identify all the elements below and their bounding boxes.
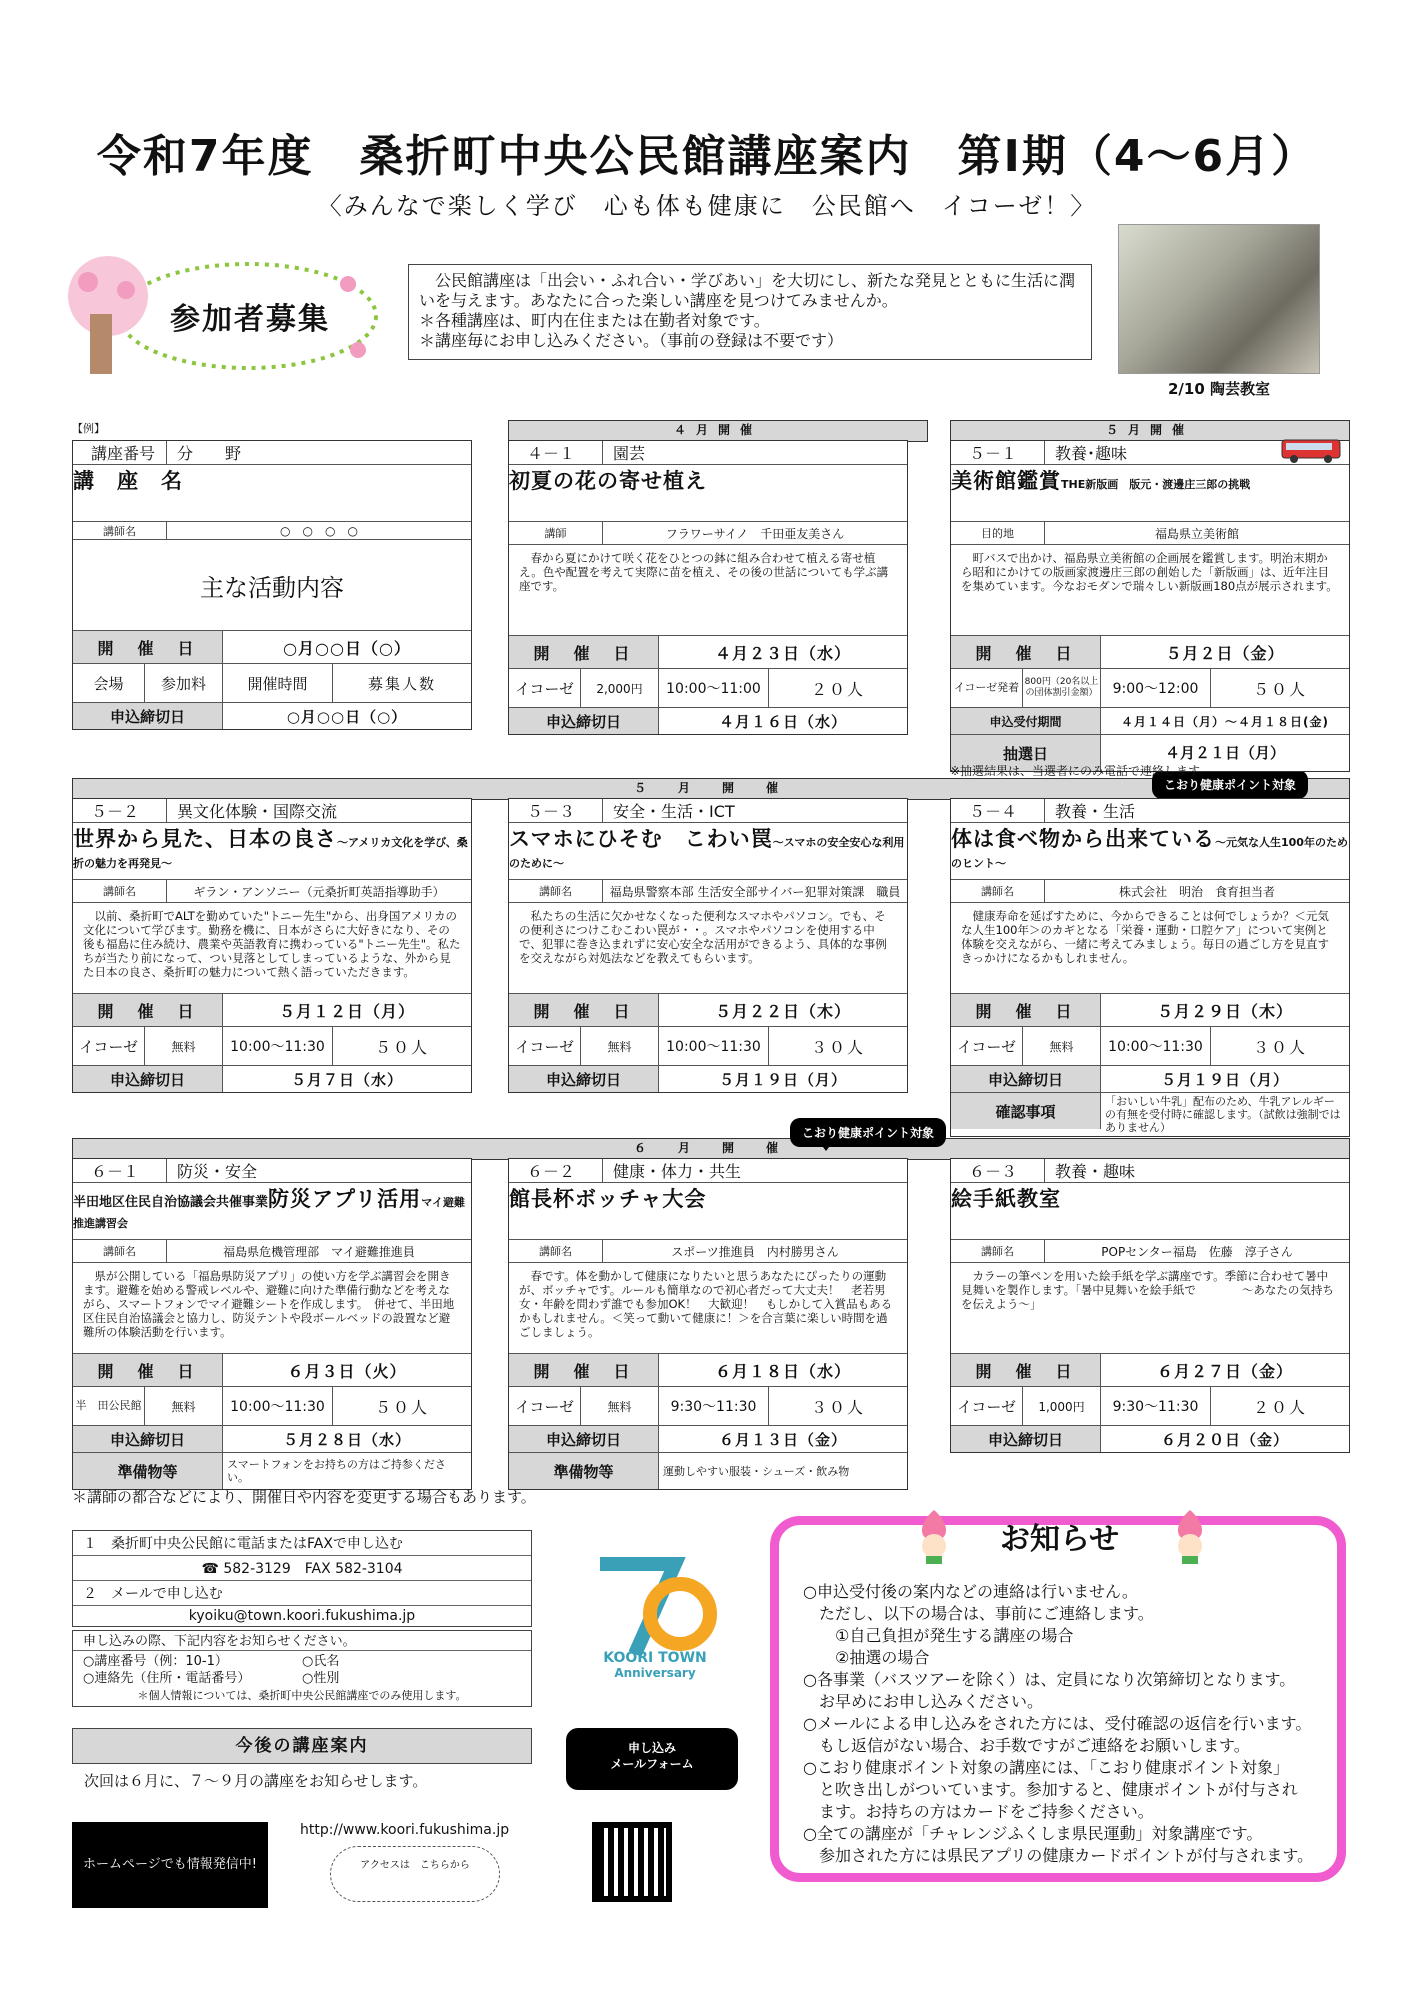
example-deadline: ○月○○日（○）: [286, 707, 408, 726]
qr-code-icon[interactable]: [592, 1822, 672, 1902]
course-card: [72, 798, 472, 1093]
request-header: 申し込みの際、下記内容をお知らせください。: [73, 1633, 531, 1651]
example-venue: 会場: [73, 664, 145, 702]
course-fee: 無料: [1023, 1027, 1101, 1065]
course-venue: イコーゼ: [509, 1027, 581, 1065]
course-date-label: 開 催 日: [73, 994, 223, 1026]
course-fee: 無料: [581, 1387, 659, 1425]
course-date-label: 開 催 日: [509, 994, 659, 1026]
course-deadline: ５月１９日（月）: [1160, 1070, 1289, 1089]
notice-line: ○申込受付後の案内などの連絡は行いません。: [803, 1582, 1138, 1601]
intro-line: ＊講座毎にお申し込みください。（事前の登録は不要です）: [419, 331, 844, 350]
course-extra: スマートフォンをお持ちの方はご持参ください。: [227, 1458, 446, 1484]
notice-line: ○こおり健康ポイント対象の講座には、「こおり健康ポイント対象」: [803, 1758, 1289, 1777]
bus-icon: [1280, 436, 1344, 464]
course-extra-label: 準備物等: [73, 1453, 223, 1489]
example-field-label: 分 野: [177, 444, 242, 463]
example-time: 開催時間: [223, 664, 333, 702]
course-field: 防災・安全: [177, 1162, 258, 1181]
course-deadline-label: 申込締切日: [73, 1066, 223, 1092]
course-card: [950, 440, 1350, 772]
health-point-bubble: こおり健康ポイント対象: [1152, 770, 1308, 799]
course-capacity: ３０人: [1252, 1037, 1307, 1057]
course-extra: ４月２１日（月）: [1164, 743, 1285, 762]
course-time: 10:00～11:30: [223, 1387, 333, 1425]
course-name-suffix: マイ避難推進講習会: [73, 1196, 465, 1230]
example-description: 主な活動内容: [200, 573, 344, 602]
course-extra-label: 準備物等: [509, 1453, 659, 1489]
course-date: ５月２２日（木）: [714, 1001, 851, 1021]
course-time: 10:00～11:30: [659, 1027, 769, 1065]
notice-line: もし返信がない場合、お手数ですがご連絡をお願いします。: [803, 1736, 1250, 1755]
notice-box: [770, 1516, 1346, 1882]
course-deadline-label: 申込締切日: [509, 1066, 659, 1092]
course-deadline: ４月１６日（水）: [718, 712, 847, 731]
request-box: [72, 1630, 532, 1707]
course-number: ５－４: [951, 799, 1045, 822]
course-date: ５月１２日（月）: [278, 1001, 415, 1021]
course-time: 10:00～11:30: [1101, 1027, 1211, 1065]
notice-line: 参加された方には県民アプリの健康カードポイントが付与されます。: [803, 1846, 1314, 1865]
notice-line: ○メールによる申し込みをされた方には、受付確認の返信を行います。: [803, 1714, 1312, 1733]
contact-email[interactable]: kyoiku@town.koori.fukushima.jp: [188, 1608, 416, 1624]
course-time: 9:30～11:30: [659, 1387, 769, 1425]
course-date-label: 開 催 日: [951, 994, 1101, 1026]
course-description: 町バスで出かけ、福島県立美術館の企画展を鑑賞します。明治末期から昭和にかけての版画家渡邊庄三郎の創始した「新版画」は、近年注目を集めています。今なおモダンで瑞々しい新版画180点が展示されます。: [961, 551, 1338, 593]
example-date: ○月○○日（○）: [283, 638, 411, 658]
notice-line: ①自己負担が発生する講座の場合: [803, 1626, 1074, 1645]
course-card: [508, 440, 908, 735]
course-number: ６－２: [509, 1159, 603, 1182]
intro-line: 公民館講座は「出会い・ふれ合い・学びあい」を大切にし、新たな発見とともに生活に潤いを与えます。あなたに合った楽しい講座を見つけてみませんか。: [419, 271, 1076, 310]
course-lecturer-label: 講師名: [73, 1240, 167, 1262]
course-field: 教養・趣味: [1055, 1162, 1136, 1181]
contact-phone-number: ☎ 582-3129 FAX 582-3104: [73, 1556, 531, 1581]
course-lecturer: スポーツ推進員 内村勝男さん: [671, 1244, 839, 1259]
course-field: 健康・体力・共生: [613, 1162, 742, 1181]
course-capacity: ２０人: [1252, 1397, 1307, 1417]
course-number: ６－１: [73, 1159, 167, 1182]
example-card: [72, 440, 472, 730]
form-bubble-line: 申し込み: [627, 1741, 676, 1755]
peach-mascot-icon: [912, 1508, 956, 1564]
course-lecturer: 福島県警察本部 生活安全部サイバー犯罪対策課 職員: [609, 884, 901, 899]
course-description: 春です。体を動かして健康になりたいと思うあなたにぴったりの運動が、ボッチャです。ルールも簡単なので初心者だって大丈夫！ 老若男女・年齢を問わず誰でも参加OK！ 大歓迎！ もしかして入賞品もあるかもしれません。＜笑って動いて健康に！＞を合言葉に楽しい時間を過ごしましょう。: [519, 1269, 893, 1339]
course-extra: 運動しやすい服装・シューズ・飲み物: [663, 1464, 850, 1478]
course-date-label: 開 催 日: [509, 636, 659, 668]
course-lecturer: 福島県立美術館: [1154, 526, 1239, 541]
course-venue: イコーゼ: [951, 1027, 1023, 1065]
access-cloud: アクセスは こちらから: [330, 1846, 500, 1902]
course-date-label: 開 催 日: [951, 636, 1101, 668]
course-deadline-label: 申込締切日: [951, 1426, 1101, 1452]
privacy-note: ＊個人情報については、桑折町中央公民館講座でのみ使用します。: [137, 1689, 467, 1702]
course-time: 9:00～12:00: [1101, 669, 1211, 707]
course-time: 9:30～11:30: [1101, 1387, 1211, 1425]
example-tag: 【例】: [72, 422, 105, 435]
course-lecturer-label: 講師名: [951, 880, 1045, 902]
course-pre: 半田地区住民自治協議会共催事業: [73, 1195, 269, 1210]
course-lecturer: ギラン・アンソニー（元桑折町英語指導助手）: [193, 884, 445, 899]
course-fee: 1,000円: [1023, 1387, 1101, 1425]
form-bubble-line: メールフォーム: [610, 1757, 694, 1771]
course-number: ５－１: [951, 441, 1045, 464]
course-number: ５－２: [73, 799, 167, 822]
notice-title: お知らせ: [1000, 1522, 1120, 1557]
course-extra-label: 抽選日: [951, 735, 1101, 771]
course-lecturer-label: 講師名: [951, 1240, 1045, 1262]
course-fee: 800円（20名以上の団体割引金額）: [1023, 669, 1101, 707]
notice-line: ②抽選の場合: [803, 1648, 930, 1667]
course-deadline-label: 申込受付期間: [951, 708, 1101, 734]
course-deadline: ５月７日（水）: [290, 1070, 403, 1089]
course-capacity: ３０人: [810, 1397, 865, 1417]
course-date-label: 開 催 日: [73, 1354, 223, 1386]
course-field: 異文化体験・国際交流: [177, 802, 338, 821]
course-capacity: ２０人: [810, 679, 865, 699]
contact-phone-line: １ 桑折町中央公民館に電話またはFAXで申し込む: [73, 1531, 531, 1556]
notice-line: ます。お持ちの方はカードをご持参ください。: [803, 1802, 1154, 1821]
course-description: 以前、桑折町でALTを勤めていた"トニー先生"から、出身国アメリカの文化について学びます。勤務を機に、日本がさらに大好きになり、その後も福島に住み続け、農業や英語教育に携わっている"トニー先生"。私たちが当たり前になって、つい見落としてしまっているような、外から見た日本の良さ、桑折町の魅力について熱く語っていただきます。: [83, 909, 461, 979]
example-lecturer: ○ ○ ○ ○: [280, 524, 358, 538]
course-date-label: 開 催 日: [951, 1354, 1101, 1386]
course-lecturer: 株式会社 明治 食育担当者: [1118, 884, 1275, 899]
course-field: 教養･趣味: [1055, 444, 1128, 463]
course-deadline: ５月１９日（月）: [718, 1070, 847, 1089]
course-capacity: ５０人: [374, 1037, 429, 1057]
course-time: 10:00～11:00: [659, 669, 769, 707]
logo-text: KOORI TOWN: [603, 1650, 707, 1666]
course-lecturer-label: 目的地: [951, 522, 1045, 544]
course-fee: 無料: [145, 1027, 223, 1065]
course-date: ６月１８日（水）: [714, 1361, 851, 1381]
course-description: 春から夏にかけて咲く花をひとつの鉢に組み合わせて植える寄せ植え。色や配置を考えて実際に苗を植え、その後の世話についても学ぶ講座です。: [519, 551, 889, 593]
may-band: ５月開催: [950, 420, 1350, 442]
course-name: 世界から見た、日本の良さ: [73, 827, 337, 851]
course-number: ４－１: [509, 441, 603, 464]
intro-line: ＊各種講座は、町内在住または在勤者対象です。: [419, 311, 770, 330]
june-band: ６ 月 開 催: [72, 1138, 1350, 1160]
course-description: 私たちの生活に欠かせなくなった便利なスマホやパソコン。でも、その便利さにつけこむこわい罠が・・。スマホやパソコンを使用する中で、犯罪に巻き込まれずに安心安全な活用ができるよう、具体的な事例を交えながら対処法などを教えてもらいます。: [519, 909, 887, 965]
course-card: [72, 1158, 472, 1490]
course-subtitle: ～スマホの安全安心な利用のために～: [509, 836, 905, 870]
course-date-label: 開 催 日: [509, 1354, 659, 1386]
course-deadline: ５月２８日（水）: [282, 1430, 411, 1449]
course-field: 園芸: [613, 444, 646, 463]
course-name: 初夏の花の寄せ植え: [509, 469, 707, 493]
course-name: 絵手紙教室: [951, 1187, 1061, 1211]
example-capacity: 募集人数: [367, 674, 436, 693]
notice-line: ○各事業（バスツアーを除く）は、定員になり次第締切となります。: [803, 1670, 1296, 1689]
future-courses-header: 今後の講座案内: [72, 1728, 532, 1764]
course-date: ５月２９日（木）: [1156, 1001, 1293, 1021]
course-venue: イコーゼ: [951, 1387, 1023, 1425]
future-courses-text: 次回は６月に、７～９月の講座をお知らせします。: [84, 1772, 428, 1790]
example-num-label: 講座番号: [73, 441, 167, 464]
course-description: 県が公開している「福島県防災アプリ」の使い方を学ぶ講習会を開きます。避難を始める警戒レベルや、避難に向けた準備行動などを考えながら、スマートフォンでマイ避難シートを作成します。 併せて、半田地区住民自治協議会と協力し、防災テントや段ボールベッドの設置など避難所の体験活動を行います。: [83, 1269, 455, 1339]
course-lecturer-label: 講師: [509, 522, 603, 544]
peach-mascot-icon: [1168, 1508, 1212, 1564]
example-deadline-label: 申込締切日: [73, 703, 223, 729]
change-note: ＊講師の都合などにより、開催日や内容を変更する場合もあります。: [72, 1488, 536, 1506]
course-venue: イコーゼ: [509, 1387, 581, 1425]
course-venue: イコーゼ: [509, 669, 581, 707]
course-lecturer: フラワーサイノ 千田亜友美さん: [665, 526, 845, 541]
course-fee: 無料: [145, 1387, 223, 1425]
homepage-url[interactable]: http://www.koori.fukushima.jp: [300, 1822, 510, 1838]
course-number: ５－３: [509, 799, 603, 822]
course-subtitle: ～アメリカ文化を学び、桑折の魅力を再発見～: [73, 836, 468, 870]
course-capacity: ５０人: [374, 1397, 429, 1417]
recruit-label: 参加者募集: [170, 302, 330, 337]
course-deadline-label: 申込締切日: [951, 1066, 1101, 1092]
request-item: ○性別: [302, 1671, 340, 1686]
course-card: [950, 1158, 1350, 1453]
course-capacity: ５０人: [1252, 679, 1307, 699]
course-name: 防災アプリ活用: [268, 1187, 422, 1211]
course-name: 体は食べ物から出来ている: [951, 827, 1215, 851]
course-subtitle: THE新版画 版元・渡邊庄三郎の挑戦: [1061, 478, 1251, 491]
course-name: 館長杯ボッチャ大会: [509, 1187, 707, 1211]
request-item: ○講座番号（例：10-1）: [83, 1654, 228, 1669]
course-date: ４月２３日（水）: [714, 643, 851, 663]
mail-form-bubble: [566, 1728, 738, 1790]
pottery-class-photo: [1118, 224, 1320, 374]
course-lecturer-label: 講師名: [509, 880, 603, 902]
example-lecturer-label: 講師名: [73, 522, 167, 539]
course-card: [508, 1158, 908, 1490]
recruit-badge: [58, 254, 378, 376]
course-deadline-label: 申込締切日: [509, 1426, 659, 1452]
course-deadline: ６月１３日（金）: [718, 1430, 847, 1449]
course-deadline: ６月２０日（金）: [1160, 1430, 1289, 1449]
course-lecturer: POPセンター福島 佐藤 淳子さん: [1101, 1244, 1293, 1259]
logo-subtext: Anniversary: [614, 1666, 696, 1680]
health-point-bubble: こおり健康ポイント対象: [790, 1118, 946, 1147]
course-time: 10:00～11:30: [223, 1027, 333, 1065]
photo-caption: 2/10 陶芸教室: [1167, 380, 1270, 398]
course-field: 安全・生活・ICT: [613, 802, 735, 821]
example-date-label: 開 催 日: [73, 631, 223, 663]
course-deadline: ４月１４日（月）～４月１８日(金): [1121, 714, 1329, 729]
course-lecturer-label: 講師名: [73, 880, 167, 902]
course-card: [508, 798, 908, 1093]
page-title: 令和7年度 桑折町中央公民館講座案内 第Ⅰ期（4～6月）: [96, 131, 1318, 182]
notice-line: ただし、以下の場合は、事前にご連絡します。: [803, 1604, 1154, 1623]
course-extra: 「おいしい牛乳」配布のため、牛乳アレルギーの有無を受付時に確認します。（試飲は強制ではありません）: [1105, 1095, 1341, 1134]
page-subtitle: 〈みんなで楽しく学び 心も体も健康に 公民館へ イコーゼ！〉: [317, 192, 1097, 220]
course-deadline-label: 申込締切日: [73, 1426, 223, 1452]
course-lecturer-label: 講師名: [509, 1240, 603, 1262]
course-capacity: ３０人: [810, 1037, 865, 1057]
notice-line: ○全ての講座が「チャレンジふくしま県民運動」対象講座です。: [803, 1824, 1263, 1843]
course-field: 教養・生活: [1055, 802, 1136, 821]
course-description: 健康寿命を延ばすために、今からできることは何でしょうか？＜元気な人生100年＞のカギとなる「栄養・運動・口腔ケア」について実例と体験を交えながら、一緒に考えてみましょう。毎日の過ごし方を見直すきっかけになるかもしれません。: [961, 909, 1329, 965]
intro-box: [408, 264, 1092, 360]
course-name: スマホにひそむ こわい罠: [509, 827, 773, 851]
course-venue: 半 田公民館: [73, 1387, 145, 1425]
course-fee: 2,000円: [581, 669, 659, 707]
course-lecturer: 福島県危機管理部 マイ避難推進員: [223, 1244, 415, 1259]
course-number: ６－３: [951, 1159, 1045, 1182]
course-name: 美術館鑑賞: [951, 469, 1061, 493]
course-date: ５月２日（金）: [1165, 643, 1285, 663]
course-subtitle: ～元気な人生100年のためのヒント～: [951, 836, 1348, 870]
course-venue: イコーゼ: [73, 1027, 145, 1065]
april-band: ４月開催: [508, 420, 928, 442]
contact-email-line: ２ メールで申し込む: [73, 1581, 531, 1606]
course-date: ６月２７日（金）: [1156, 1361, 1293, 1381]
course-card: [950, 798, 1350, 1137]
course-description: カラーの筆ペンを用いた絵手紙を学ぶ講座です。季節に合わせて暑中見舞いを製作します。「暑中見舞いを絵手紙で ～あなたの気持ちを伝えよう～」: [961, 1269, 1334, 1311]
course-fee: 無料: [581, 1027, 659, 1065]
request-item: ○氏名: [302, 1654, 340, 1669]
example-name: 講 座 名: [73, 469, 183, 493]
homepage-label: ホームページでも情報発信中!: [72, 1822, 268, 1908]
notice-line: と吹き出しがついています。参加すると、健康ポイントが付与され: [803, 1780, 1298, 1799]
course-extra-label: 確認事項: [951, 1093, 1101, 1129]
course-venue: イコーゼ発着: [951, 669, 1023, 707]
request-item: ○連絡先（住所・電話番号）: [83, 1671, 251, 1686]
example-fee: 参加料: [145, 664, 223, 702]
may-band-2: ５ 月 開 催: [72, 778, 1350, 800]
course-deadline-label: 申込締切日: [509, 708, 659, 734]
lottery-note: ※抽選結果は、当選者にのみ電話で連絡します。: [950, 764, 1212, 778]
course-date: ６月３日（火）: [287, 1361, 407, 1381]
contact-box: [72, 1530, 532, 1627]
notice-line: お早めにお申し込みください。: [803, 1692, 1044, 1711]
